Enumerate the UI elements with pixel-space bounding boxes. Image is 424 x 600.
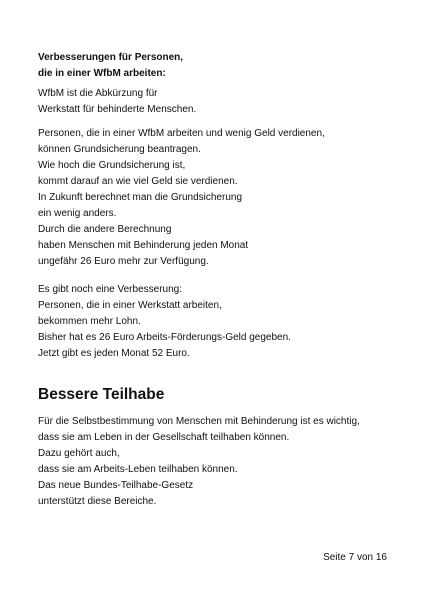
paragraph-line: Es gibt noch eine Verbesserung: — [38, 284, 182, 295]
paragraph-line: ein wenig anders. — [38, 208, 117, 219]
page-number: Seite 7 von 16 — [323, 552, 387, 563]
paragraph-teilhabe — [38, 414, 408, 510]
paragraph-grundsicherung — [38, 126, 408, 270]
paragraph-line: Werkstatt für behinderte Menschen. — [38, 104, 197, 115]
paragraph-line: Personen, die in einer WfbM arbeiten und wenig Geld verdienen, — [38, 128, 325, 139]
paragraph-line: Bisher hat es 26 Euro Arbeits-Förderungs-Geld gegeben. — [38, 332, 291, 343]
paragraph-line: Das neue Bundes-Teilhabe-Gesetz — [38, 480, 194, 491]
paragraph-line: dass sie am Leben in der Gesellschaft teilhaben können. — [38, 432, 290, 443]
paragraph-line: WfbM ist die Abkürzung für — [38, 88, 158, 99]
paragraph-line: können Grundsicherung beantragen. — [38, 144, 201, 155]
intro-heading-line: die in einer WfbM arbeiten: — [38, 68, 166, 79]
paragraph-line: Durch die andere Berechnung — [38, 224, 172, 235]
paragraph-line: unterstützt diese Bereiche. — [38, 496, 157, 507]
paragraph-werkstatt-lohn — [38, 282, 408, 362]
paragraph-line: dass sie am Arbeits-Leben teilhaben können. — [38, 464, 238, 475]
paragraph-wfbm-definition — [38, 86, 408, 118]
paragraph-line: Wie hoch die Grundsicherung ist, — [38, 160, 186, 171]
paragraph-line: Für die Selbstbestimmung von Menschen mit Behinderung ist es wichtig, — [38, 416, 360, 427]
paragraph-line: bekommen mehr Lohn. — [38, 316, 141, 327]
intro-heading-line: Verbesserungen für Personen, — [38, 52, 184, 63]
paragraph-line: ungefähr 26 Euro mehr zur Verfügung. — [38, 256, 209, 267]
paragraph-line: Dazu gehört auch, — [38, 448, 120, 459]
paragraph-line: Jetzt gibt es jeden Monat 52 Euro. — [38, 348, 190, 359]
paragraph-line: In Zukunft berechnet man die Grundsicherung — [38, 192, 243, 203]
paragraph-line: Personen, die in einer Werkstatt arbeiten, — [38, 300, 222, 311]
section-heading: Bessere Teilhabe — [38, 386, 165, 403]
paragraph-line: haben Menschen mit Behinderung jeden Monat — [38, 240, 249, 251]
intro-heading — [38, 50, 408, 82]
paragraph-line: kommt darauf an wie viel Geld sie verdienen. — [38, 176, 238, 187]
